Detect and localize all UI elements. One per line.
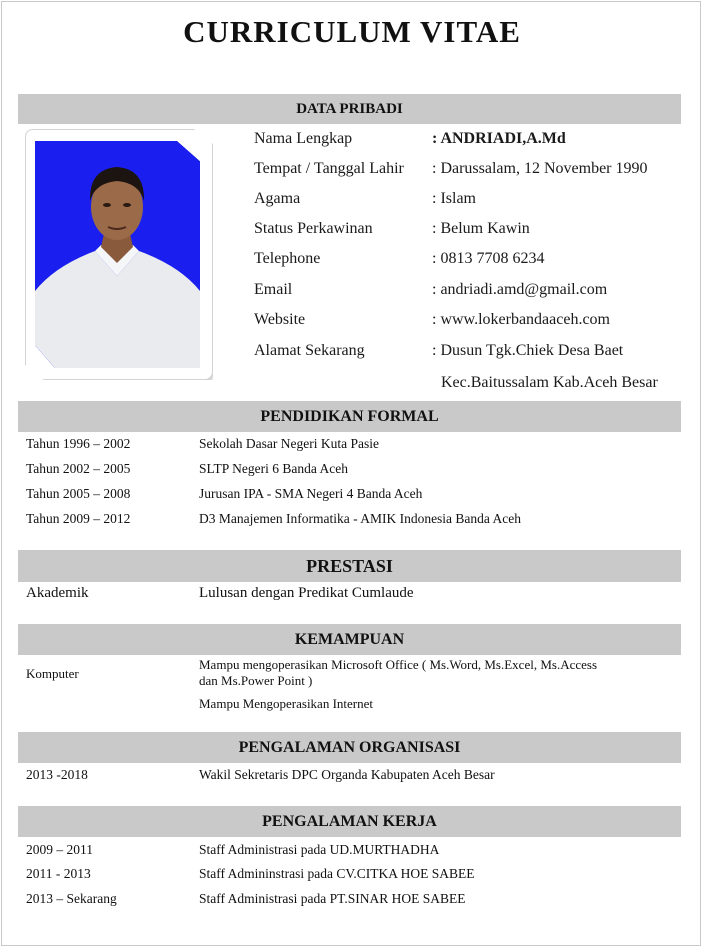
value-nama: : ANDRIADI,A.Md — [432, 130, 566, 147]
achievement-label: Akademik — [26, 585, 89, 601]
label-email: Email — [254, 281, 293, 298]
document-title: CURRICULUM VITAE — [183, 14, 521, 49]
education-school: SLTP Negeri 6 Banda Aceh — [199, 461, 348, 476]
section-prestasi: PRESTASI — [18, 550, 681, 582]
organization-year: 2013 -2018 — [26, 767, 88, 782]
section-kerja: PENGALAMAN KERJA — [18, 806, 681, 837]
label-status: Status Perkawinan — [254, 220, 373, 237]
education-school: Sekolah Dasar Negeri Kuta Pasie — [199, 436, 379, 451]
education-year: Tahun 1996 – 2002 — [26, 436, 131, 451]
label-website: Website — [254, 311, 306, 328]
education-year: Tahun 2002 – 2005 — [26, 461, 131, 476]
education-year: Tahun 2005 – 2008 — [26, 486, 131, 501]
label-agama: Agama — [254, 190, 301, 207]
value-email: : andriadi.amd@gmail.com — [432, 281, 608, 298]
value-agama: : Islam — [432, 190, 476, 207]
work-desc: Staff Admininstrasi pada CV.CITKA HOE SABEE — [199, 866, 475, 881]
value-website: : www.lokerbandaaceh.com — [432, 311, 610, 328]
section-pendidikan: PENDIDIKAN FORMAL — [18, 401, 681, 432]
education-school: D3 Manajemen Informatika - AMIK Indonesia Banda Aceh — [199, 511, 522, 526]
work-desc: Staff Administrasi pada UD.MURTHADHA — [199, 842, 440, 857]
value-alamat-line2: Kec.Baitussalam Kab.Aceh Besar — [441, 374, 658, 391]
education-school: Jurusan IPA - SMA Negeri 4 Banda Aceh — [199, 486, 423, 501]
section-kemampuan: KEMAMPUAN — [18, 624, 681, 655]
value-ttl: : Darussalam, 12 November 1990 — [432, 160, 648, 177]
work-year: 2009 – 2011 — [26, 842, 93, 857]
section-data-pribadi: DATA PRIBADI — [18, 94, 681, 124]
label-alamat: Alamat Sekarang — [254, 342, 365, 359]
skill-label: Komputer — [26, 666, 79, 681]
section-organisasi: PENGALAMAN ORGANISASI — [18, 732, 681, 763]
person-silhouette-icon — [35, 141, 200, 368]
value-telephone: : 0813 7708 6234 — [432, 250, 545, 267]
work-year: 2011 - 2013 — [26, 866, 91, 881]
value-alamat: : Dusun Tgk.Chiek Desa Baet — [432, 342, 624, 359]
organization-desc: Wakil Sekretaris DPC Organda Kabupaten Aceh Besar — [199, 767, 495, 782]
profile-photo — [35, 141, 200, 368]
work-desc: Staff Administrasi pada PT.SINAR HOE SABEE — [199, 891, 466, 906]
value-status: : Belum Kawin — [432, 220, 530, 237]
skill-item: Mampu Mengoperasikan Internet — [199, 696, 374, 711]
education-year: Tahun 2009 – 2012 — [26, 511, 131, 526]
achievement-value: Lulusan dengan Predikat Cumlaude — [199, 585, 414, 601]
label-ttl: Tempat / Tanggal Lahir — [254, 160, 404, 177]
work-year: 2013 – Sekarang — [26, 891, 117, 906]
label-telephone: Telephone — [254, 250, 321, 267]
skill-item: Mampu mengoperasikan Microsoft Office ( Ms.Word, Ms.Excel, Ms.Access — [199, 657, 598, 672]
skill-item-continued: dan Ms.Power Point ) — [199, 673, 313, 688]
label-nama: Nama Lengkap — [254, 130, 353, 147]
